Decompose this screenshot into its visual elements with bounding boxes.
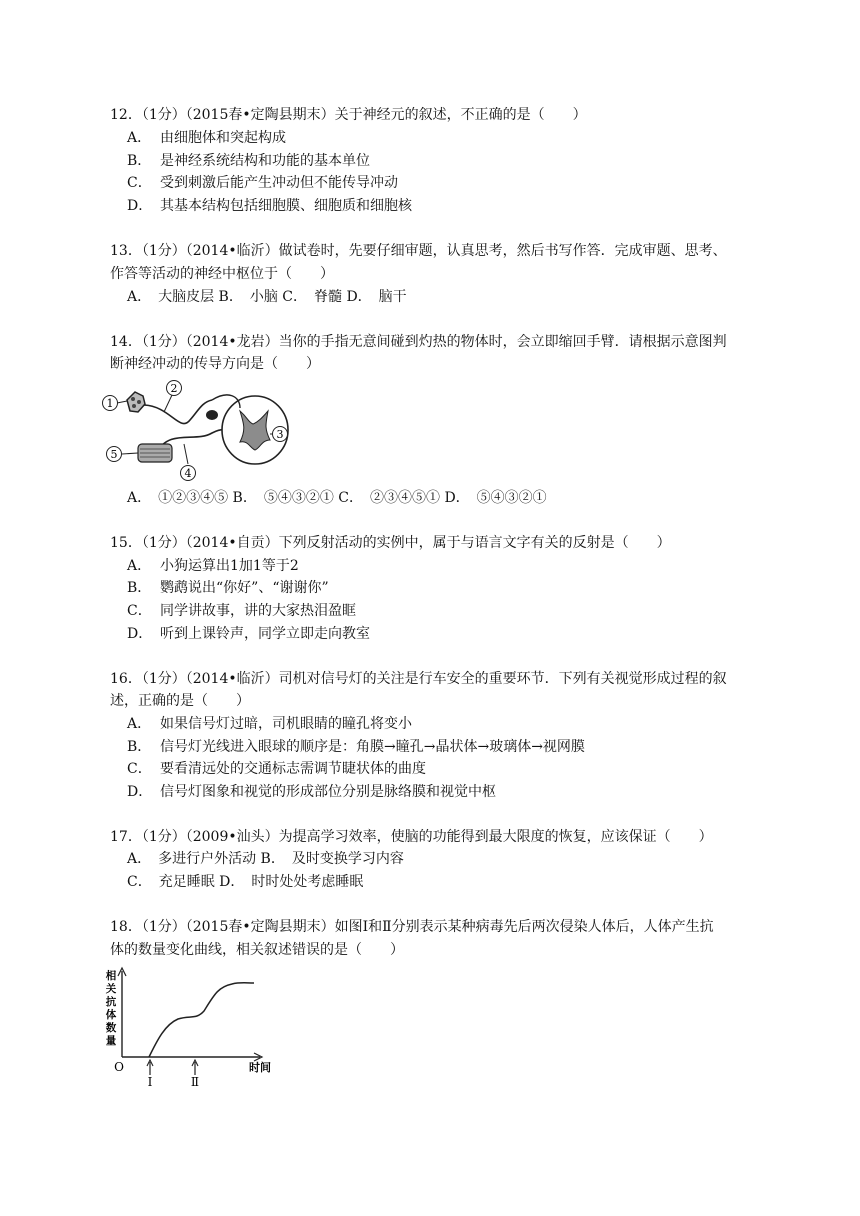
- question-15-stem: 15．（1分）（2014•自贡）下列反射活动的实例中，属于与语言文字有关的反射是（ ）: [110, 535, 671, 551]
- option-text: 鹦鹉说出“你好”、“谢谢你”: [160, 580, 329, 596]
- question-16-option-c: [127, 760, 426, 778]
- option-label: C．: [127, 175, 152, 191]
- question-14-options: A． ①②③④⑤ B． ⑤④③②① C． ②③④⑤① D． ⑤④③②①: [127, 490, 547, 506]
- figure-label-2: [167, 381, 182, 396]
- question-18-stem-line2: 体的数量变化曲线，相关叙述错误的是（ ）: [110, 942, 404, 958]
- option-text: 其基本结构包括细胞膜、细胞质和细胞核: [160, 198, 412, 214]
- question-16-option-d: [127, 783, 496, 801]
- ylabel-char-3: 抗: [105, 996, 117, 1008]
- svg-text:3: 3: [276, 428, 284, 441]
- question-16-option-a: [127, 715, 412, 733]
- question-17-stem: 17．（1分）（2009•汕头）为提高学习效率，使脑的功能得到最大限度的恢复，应该保证（ ）: [110, 829, 713, 845]
- antibody-curve-figure: [100, 965, 285, 1090]
- figure-label-5: [107, 447, 122, 462]
- svg-text:1: 1: [106, 397, 114, 410]
- question-12-option-c: [127, 174, 398, 192]
- question-13-stem-line2: 作答等活动的神经中枢位于（ ）: [110, 266, 334, 282]
- ylabel-char-4: 体: [105, 1009, 117, 1021]
- question-12-option-d: [127, 197, 412, 215]
- option-label: A．: [127, 558, 152, 574]
- question-16-option-b: [127, 738, 585, 756]
- svg-text:2: 2: [170, 382, 178, 395]
- question-12-option-b: [127, 152, 370, 170]
- reflex-arc-figure: [100, 378, 295, 486]
- figure-label-3: [273, 427, 288, 442]
- question-15-option-d: [127, 625, 370, 643]
- option-label: C．: [127, 603, 152, 619]
- ylabel-char-2: 关: [105, 983, 117, 995]
- question-12-option-a: [127, 129, 286, 147]
- option-text: 听到上课铃声，同学立即走向教室: [160, 626, 370, 642]
- option-label: D．: [127, 198, 153, 214]
- option-text: 如果信号灯过暗，司机眼睛的瞳孔将变小: [160, 716, 412, 732]
- option-text: 信号灯光线进入眼球的顺序是：角膜→瞳孔→晶状体→玻璃体→视网膜: [160, 739, 585, 755]
- mark-label-1: Ⅰ: [147, 1075, 153, 1089]
- figure-label-1: [103, 396, 118, 411]
- xlabel: 时间: [249, 1061, 271, 1074]
- svg-text:4: 4: [184, 467, 192, 480]
- question-13-stem-line1: 13．（1分）（2014•临沂）做试卷时，先要仔细审题，认真思考，然后书写作答．完成审题、思考、: [110, 243, 727, 259]
- ganglion: [206, 410, 218, 420]
- option-text: 同学讲故事，讲的大家热泪盈眶: [160, 603, 356, 619]
- question-17-options-line2: C． 充足睡眠 D． 时时处处考虑睡眠: [127, 874, 364, 890]
- receptor-shape: [127, 392, 145, 412]
- figure-label-4: [181, 466, 196, 481]
- option-text: 小狗运算出1加1等于2: [160, 558, 299, 574]
- question-16-stem-line2: 述，正确的是（ ）: [110, 693, 250, 709]
- option-label: C．: [127, 761, 152, 777]
- question-14-stem-line2: 断神经冲动的传导方向是（ ）: [110, 356, 320, 372]
- option-text: 信号灯图象和视觉的形成部位分别是脉络膜和视觉中枢: [160, 784, 496, 800]
- ylabel-char-5: 数: [105, 1022, 117, 1034]
- sensory-nerve: [144, 400, 212, 424]
- option-text: 要看清远处的交通标志需调节睫状体的曲度: [160, 761, 426, 777]
- question-18-stem-line1: 18．（1分）（2015春•定陶县期末）如图Ⅰ和Ⅱ分别表示某种病毒先后两次侵染人体后，人体产生抗: [110, 919, 714, 935]
- option-label: D．: [127, 784, 153, 800]
- question-15-option-c: [127, 602, 356, 620]
- option-label: B．: [127, 153, 152, 169]
- option-text: 由细胞体和突起构成: [160, 130, 286, 146]
- ylabel-char-1: 相: [105, 970, 117, 982]
- option-label: A．: [127, 716, 152, 732]
- question-14-stem-line1: 14．（1分）（2014•龙岩）当你的手指无意间碰到灼热的物体时，会立即缩回手臂．请根据示意图判: [110, 334, 727, 350]
- option-label: B．: [127, 739, 152, 755]
- option-label: D．: [127, 626, 153, 642]
- mark-label-2: Ⅱ: [190, 1075, 200, 1089]
- question-16-stem-line1: 16．（1分）（2014•临沂）司机对信号灯的关注是行车安全的重要环节．下列有关视觉形成过程的叙: [110, 671, 727, 687]
- origin-label: O: [114, 1060, 124, 1074]
- question-15-option-b: [127, 579, 329, 597]
- option-text: 是神经系统结构和功能的基本单位: [160, 153, 370, 169]
- question-15-option-a: [127, 557, 299, 575]
- question-13-options: A． 大脑皮层 B． 小脑 C． 脊髓 D． 脑干: [127, 289, 407, 305]
- option-text: 受到刺激后能产生冲动但不能传导冲动: [160, 175, 398, 191]
- question-12-stem: 12．（1分）（2015春•定陶县期末）关于神经元的叙述，不正确的是（ ）: [110, 107, 587, 123]
- option-label: A．: [127, 130, 152, 146]
- ylabel-char-6: 量: [105, 1035, 117, 1047]
- svg-text:5: 5: [110, 448, 118, 461]
- question-17-options-line1: A． 多进行户外活动 B． 及时变换学习内容: [127, 851, 404, 867]
- option-label: B．: [127, 580, 152, 596]
- antibody-curve: [149, 983, 254, 1057]
